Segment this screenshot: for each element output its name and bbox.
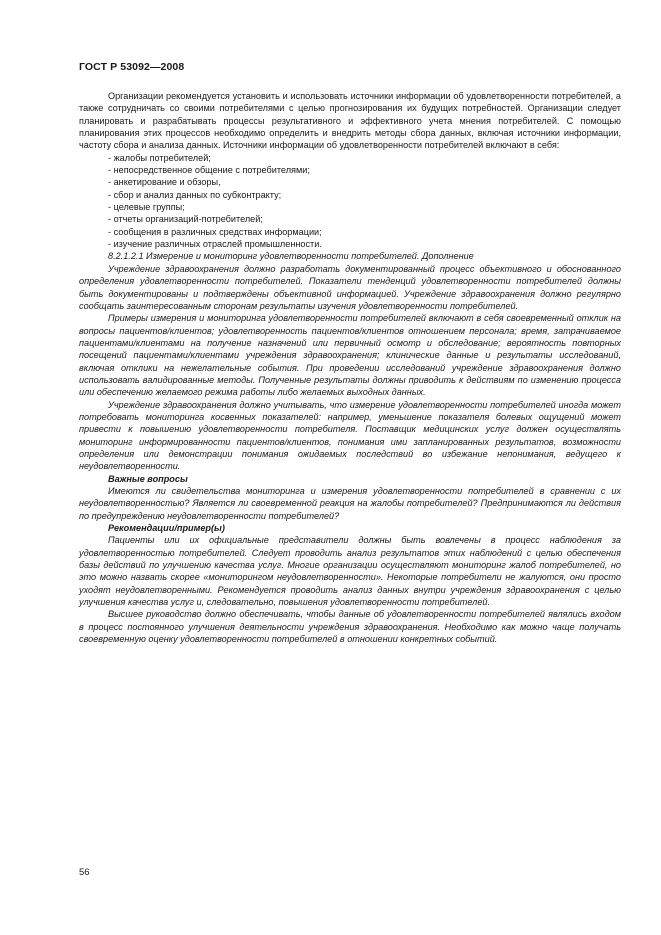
paragraph-questions: Имеются ли свидетельства мониторинга и измерения удовлетворенности потребителей в сравнении с их неудовлетворенностью? Является ли своевременной реакция на жалобы потребителей? Предпринимаются ли действия по предупреждению неудовлетворенности потребителей?	[79, 486, 621, 521]
list-item: - отчеты организаций-потребителей;	[108, 214, 263, 225]
sources-list	[79, 152, 621, 251]
list-item: - сообщения в различных средствах информации;	[108, 226, 322, 237]
list-item: - сбор и анализ данных по субконтракту;	[108, 189, 282, 200]
heading-recommendations: Рекомендации/пример(ы)	[108, 523, 225, 534]
section-title: 8.2.1.2.1 Измерение и мониторинг удовлетворенности потребителей. Дополнение	[108, 251, 474, 262]
paragraph-recommendation-1: Пациенты или их официальные представители должны быть вовлечены в процесс наблюдения за удовлетворенностью потребителей. Следует проводить анализ результатов этих наблюдений с целью обеспечения базы действий по улучшению качества услуг. Многие организации осуществляют мониторинг жалоб потребителей, но это можно назвать скорее «мониторингом неудовлетворенности». Некоторые потребители не жалуются, они просто уходят неудовлетворенными. Рекомендуется проводить анализ данных внутри учреждения здравоохранения с целью улучшения качества услуг и, следовательно, повышения удовлетворенности потребителей.	[79, 535, 621, 608]
heading-important-questions: Важные вопросы	[108, 473, 188, 484]
paragraph-requirement: Учреждение здравоохранения должно разработать документированный процесс объективного и обоснованного определения удовлетворенности потребителей. Показатели тенденций удовлетворенности потребителей должны быть документированы и подтверждены объективной информацией. Учреждение здравоохранения должно регулярно сообщать заинтересованным сторонам результаты изучения удовлетворенности потребителей.	[79, 263, 621, 311]
paragraph-indirect-indicators: Учреждение здравоохранения должно учитывать, что измерение удовлетворенности потребителей иногда может потребовать мониторинга косвенных показателей: например, уменьшение показателя болевых ощущений может привести к повышению удовлетворенности потребителя. Поставщик медицинских услуг должен осуществлять мониторинг информированности пациентов/клиентов, понимания ими запланированных результатов, возможности определения или демонстрации понимания ожидаемых последствий во избежание непонимания, ведущего к неудовлетворенности.	[79, 399, 621, 472]
list-item: - анкетирование и обзоры,	[108, 177, 221, 188]
intro-paragraph: Организации рекомендуется установить и использовать источники информации об удовлетворенности потребителей, а также сотрудничать со своими потребителями с целью прогнозирования их будущих потребностей. Организации следует планировать и разрабатывать процессы результативного и эффективного учета мнения потребителей. С помощью планирования этих процессов необходимо определить и внедрить методы сбора данных, включая источники информации, частоту сбора и анализа данных. Источники информации об удовлетворенности потребителей включают в себя:	[79, 91, 621, 151]
page-number: 56	[79, 867, 90, 878]
paragraph-examples: Примеры измерения и мониторинга удовлетворенности потребителей включают в себя своевременный отклик на вопросы пациентов/клиентов; удовлетворенность пациентов/клиентов отношением персонала; время, затрачиваемое пациентами/клиентами на получение назначений или первичный осмотр и обследование; вероятность повторных посещений пациентами/клиентами учреждения здравоохранения; клинические данные и результаты исследований, включая отклики на нежелательные события. При проведении исследований учреждение здравоохранения должно использовать валидированные методы. Полученные результаты должны приводить к действиям по изменению процесса или обеспечению желаемого режима работы либо желаемых выходных данных.	[79, 313, 621, 398]
list-item: - непосредственное общение с потребителями;	[108, 165, 310, 176]
paragraph-recommendation-2: Высшее руководство должно обеспечивать, чтобы данные об удовлетворенности потребителей являлись входом в процесс постоянного улучшения деятельности учреждения здравоохранения. Необходимо как можно чаще получать своевременную оценку удовлетворенности потребителей в отношении конкретных событий.	[79, 609, 621, 645]
list-item: - жалобы потребителей;	[108, 152, 211, 163]
list-item: - целевые группы;	[108, 202, 185, 213]
page-body	[79, 90, 621, 645]
list-item: - изучение различных отраслей промышленности.	[108, 239, 322, 250]
standard-id-header: ГОСТ Р 53092—2008	[79, 61, 185, 73]
